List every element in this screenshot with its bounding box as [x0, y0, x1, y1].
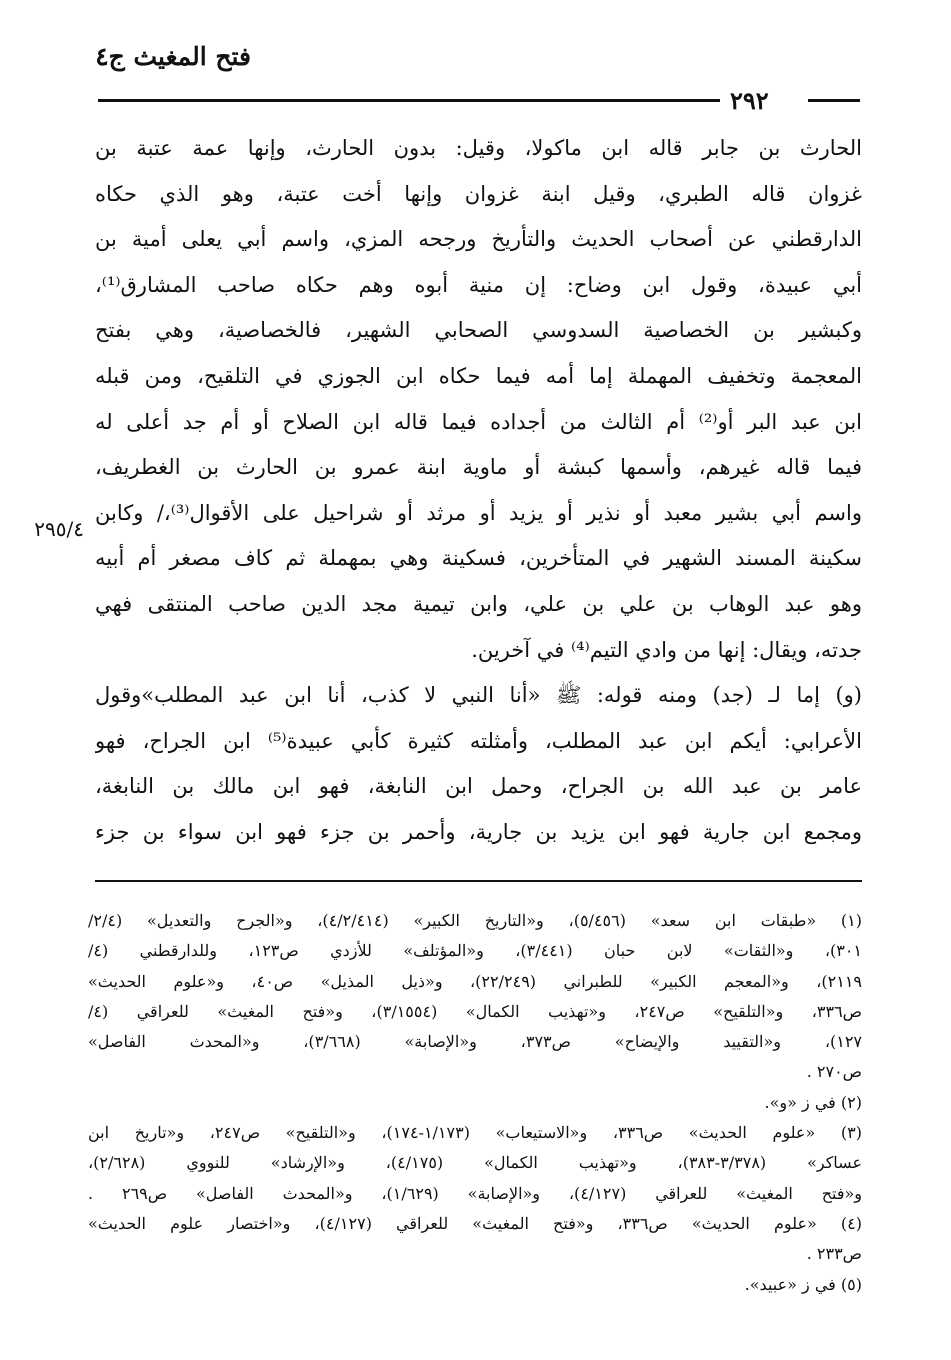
footnote-line: عساكر» (٣/٣٧٨-٣٨٣)، و«تهذيب الكمال» (٤/١٧٥)، و«الإرشاد» للنووي (٢/٦٢٨)،	[88, 1153, 862, 1173]
footnote-line: و«فتح المغيث» للعراقي (٤/١٢٧)، و«الإصابة» (١/٦٢٩)، و«المحدث الفاصل» ص٢٦٩ .	[88, 1183, 862, 1203]
margin-manuscript-reference: ٢٩٥/٤	[34, 517, 84, 541]
text-line: الحارث بن جابر قاله ابن ماكولا، وقيل: بدون الحارث، وإنها عمة عتبة بن	[95, 136, 862, 160]
text-line: (و) إما لـ (جد) ومنه قوله: ﷺ «أنا النبي لا كذب، أنا ابن عبد المطلب»وقول	[95, 683, 862, 708]
footnote-line: (٢) في ز «و».	[764, 1092, 862, 1112]
text-line: عامر بن عبد الله بن الجراح، وحمل ابن النابغة، فهو ابن مالك بن النابغة،	[95, 774, 862, 799]
text-line: سكينة المسند الشهير في المتأخرين، فسكينة وهي بمهملة ثم كاف مصغر أم أبيه	[95, 546, 862, 571]
text-line: المعجمة وتخفيف المهملة إما أمه فيما حكاه ابن الجوزي في التلقيح، ومن قبله	[95, 363, 862, 388]
footnote-line: (١) «طبقات ابن سعد» (٥/٤٥٦)، و«التاريخ الكبير» (٤/٢/٤١٤)، و«الجرح والتعديل» (٢/٤/	[88, 911, 862, 930]
footnote-line: ص٢٣٣ .	[806, 1244, 862, 1264]
text-line: فيما قاله غيرهم، وأسمها كبشة أو ماوية ابنة عمرو بن الحارث بن الغطريف،	[95, 455, 862, 480]
text-line: أبي عبيدة، وقول ابن وضاح: إن منية أبوه وهم حكاه صاحب المشارق⁽¹⁾،	[95, 272, 862, 297]
footnote-line: (٤) «علوم الحديث» ص٣٣٦، و«فتح المغيث» للعراقي (٤/١٢٧)، و«اختصار علوم الحديث»	[88, 1213, 862, 1233]
text-line: جدته، ويقال: إنها من وادي التيم⁽⁴⁾ في آخرين.	[471, 637, 862, 662]
main-text	[95, 126, 862, 856]
header-rule-short	[808, 99, 860, 102]
text-line: وكبشير بن الخصاصية السدوسي الصحابي الشهير، فالخصاصية، وهي بفتح	[95, 318, 862, 343]
footnote-line: (٣) «علوم الحديث» ص٣٣٦، و«الاستيعاب» (١/١٧٣-١٧٤)، و«التلقيح» ص٢٤٧، و«تاريخ ابن	[88, 1123, 862, 1143]
text-line: ابن عبد البر أو⁽²⁾ أم الثالث من أجداده فيما قاله ابن الصلاح أو أم جد أعلى له	[95, 409, 862, 434]
footnote-line: ٣٠١)، و«الثقات» لابن حبان (٣/٤٤١)، و«المؤتلف» للأزدي ص١٢٣، وللدارقطني (٤/	[88, 941, 862, 961]
footnote-line: ١٢٧)، و«التقييد والإيضاح» ص٣٧٣، و«الإصابة» (٣/٦٦٨)، و«المحدث الفاصل»	[88, 1032, 862, 1052]
text-line: الأعرابي: أيكم ابن عبد المطلب، وأمثلته كثيرة كأبي عبيدة⁽⁵⁾ ابن الجراح، فهو	[95, 728, 862, 753]
footnote-line: (٥) في ز «عبيد».	[744, 1274, 862, 1294]
footnote-separator	[95, 880, 862, 882]
text-line: الدارقطني عن أصحاب الحديث والتأريخ ورجحه المزي، واسم أبي يعلى أمية بن	[95, 227, 862, 252]
footnote-line: ص٢٧٠ .	[806, 1062, 862, 1082]
header-rule	[98, 99, 720, 102]
footnote-line: ص٣٣٦، و«التلقيح» ص٢٤٧، و«تهذيب الكمال» (٣/١٥٥٤)، و«فتح المغيث» للعراقي (٤/	[88, 1001, 862, 1021]
running-header-title: فتح المغيث ج٤	[95, 42, 251, 71]
page-number: ٢٩٢	[730, 86, 769, 115]
text-line: وهو عبد الوهاب بن علي بن علي، وابن تيمية مجد الدين صاحب المنتقى فهي	[95, 591, 862, 616]
text-line: واسم أبي بشير معبد أو نذير أو يزيد أو مرثد أو شراحيل على الأقوال⁽³⁾،/ وكابن	[95, 500, 862, 525]
text-line: ومجمع ابن جارية فهو ابن يزيد بن جارية، وأحمر بن جزء فهو ابن سواء بن جزء	[95, 819, 862, 844]
text-line: غزوان قاله الطبري، وقيل ابنة غزوان وإنها أخت عتبة، وهو الذي حكاه	[95, 181, 862, 206]
footnotes	[88, 906, 862, 1300]
footnote-line: ٢١١٩)، و«المعجم الكبير» للطبراني (٢٢/٢٤٩)، و«ذيل المذيل» ص٤٠، و«علوم الحديث»	[88, 971, 862, 991]
